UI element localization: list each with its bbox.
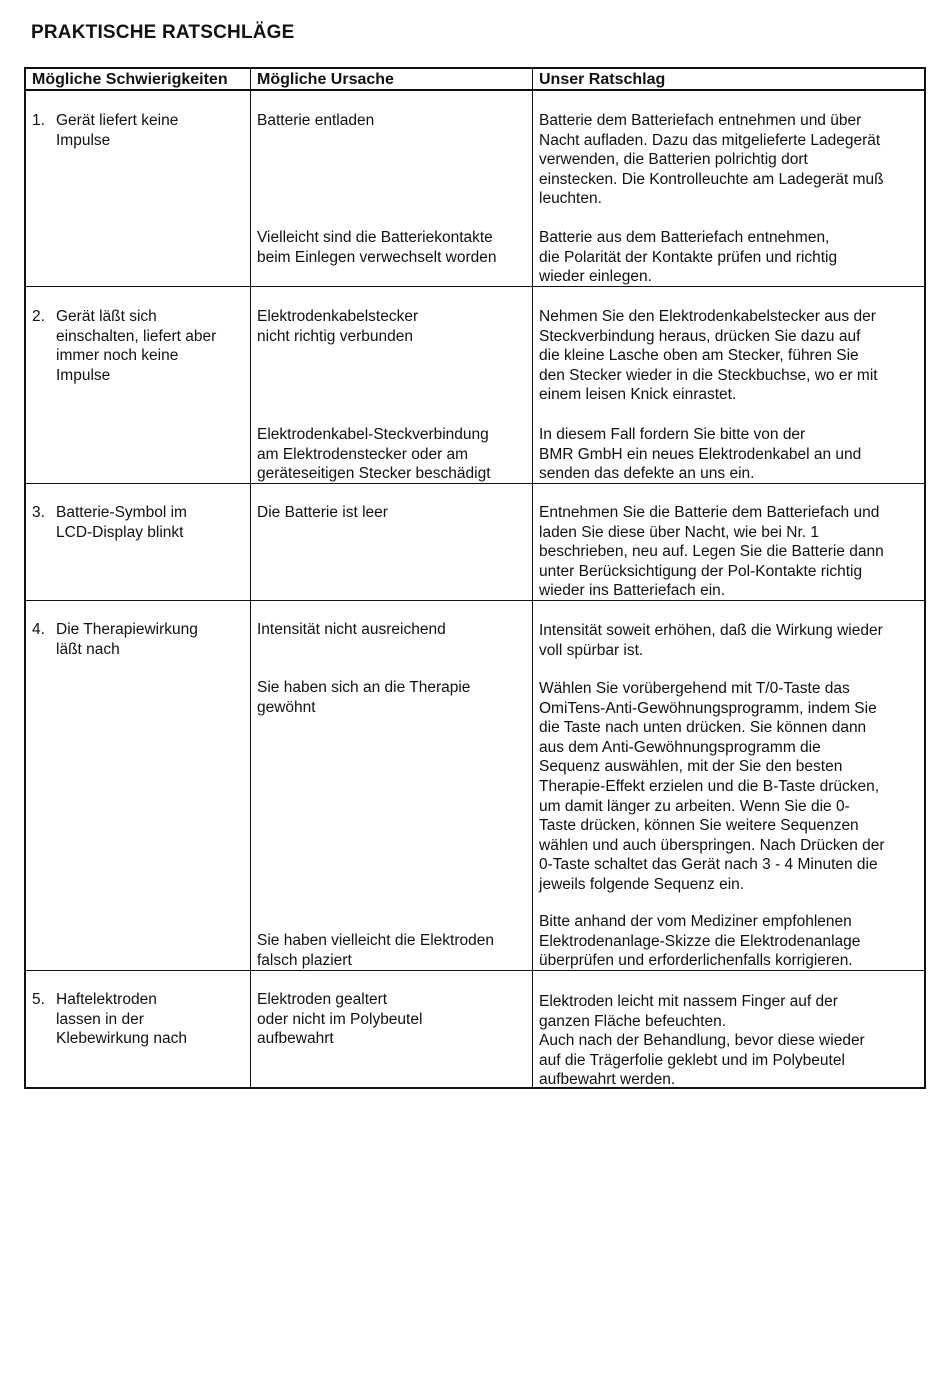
- row-divider: [26, 970, 924, 971]
- row-divider: [26, 286, 924, 287]
- cause-cell: Sie haben vielleicht die Elektroden falsch plaziert: [257, 932, 494, 969]
- problem-cell: Gerät läßt sich einschalten, liefert aber immer noch keine Impulse: [56, 308, 217, 384]
- cause-cell: Vielleicht sind die Batteriekontakte beim Einlegen verwechselt worden: [257, 229, 497, 266]
- header-advice: Unser Ratschlag: [539, 71, 666, 88]
- row-number: 2.: [32, 308, 45, 325]
- cause-cell: Elektrodenkabelstecker nicht richtig verbunden: [257, 308, 419, 345]
- cause-cell: Elektroden gealtert oder nicht im Polybeutel aufbewahrt: [257, 991, 423, 1048]
- cause-cell: Die Batterie ist leer: [257, 504, 388, 521]
- row-number: 3.: [32, 504, 45, 521]
- advice-cell: Entnehmen Sie die Batterie dem Batteriefach und laden Sie diese über Nacht, wie bei Nr. 1 beschrieben, neu auf. Legen Sie die Batterie dann unter Berücksichtigung der Pol-Kontakte richtig wieder ins Batteriefach ein.: [539, 504, 884, 600]
- problem-cell: Die Therapiewirkung läßt nach: [56, 621, 198, 658]
- header-divider: [26, 89, 924, 91]
- advice-cell: Elektroden leicht mit nassem Finger auf der ganzen Fläche befeuchten. Auch nach der Behandlung, bevor diese wieder auf die Trägerfolie geklebt und im Polybeutel aufbewahrt werden.: [539, 993, 865, 1089]
- cause-cell: Intensität nicht ausreichend: [257, 621, 446, 638]
- problem-cell: Haftelektroden lassen in der Klebewirkung nach: [56, 991, 187, 1048]
- advice-cell: Batterie dem Batteriefach entnehmen und über Nacht aufladen. Dazu das mitgelieferte Ladegerät verwenden, die Batterien polrichtig dort einstecken. Die Kontrolleuchte am Ladegerät muß leuchten.: [539, 112, 884, 208]
- row-number: 5.: [32, 991, 45, 1008]
- advice-cell: Wählen Sie vorübergehend mit T/0-Taste das OmiTens-Anti-Gewöhnungsprogramm, indem Sie die Taste nach unten drücken. Sie können dann aus dem Anti-Gewöhnungsprogramm die Sequenz auswählen, mit der Sie den besten Therapie-Effekt erzielen und die B-Taste drücken, um damit länger zu arbeiten. Wenn Sie die 0- Taste drücken, können Sie weitere Sequenzen wählen und auch überspringen. Nach Drücken der 0-Taste schaltet das Gerät nach 3 - 4 Minuten die jeweils folgende Sequenz ein.: [539, 680, 885, 893]
- advice-cell: Bitte anhand der vom Mediziner empfohlenen Elektrodenanlage-Skizze die Elektrodenanlage überprüfen und erforderlichenfalls korrigieren.: [539, 913, 861, 970]
- row-divider: [26, 600, 924, 601]
- column-divider: [250, 69, 251, 1087]
- advice-cell: Nehmen Sie den Elektrodenkabelstecker aus der Steckverbindung heraus, drücken Sie dazu auf die kleine Lasche oben am Stecker, führen Sie den Stecker wieder in die Steckbuchse, wo er mit einem leisen Knick einrastet.: [539, 308, 878, 404]
- advice-cell: Batterie aus dem Batteriefach entnehmen, die Polarität der Kontakte prüfen und richtig wieder einlegen.: [539, 229, 838, 286]
- row-number: 1.: [32, 112, 45, 129]
- advice-cell: In diesem Fall fordern Sie bitte von der BMR GmbH ein neues Elektrodenkabel an und senden das defekte an uns ein.: [539, 426, 862, 483]
- troubleshooting-table: [24, 67, 926, 1089]
- header-difficulties: Mögliche Schwierigkeiten: [32, 71, 228, 88]
- cause-cell: Sie haben sich an die Therapie gewöhnt: [257, 679, 471, 716]
- page-title: PRAKTISCHE RATSCHLÄGE: [31, 22, 295, 43]
- problem-cell: Gerät liefert keine Impulse: [56, 112, 179, 149]
- column-divider: [532, 69, 533, 1087]
- problem-cell: Batterie-Symbol im LCD-Display blinkt: [56, 504, 187, 541]
- advice-cell: Intensität soweit erhöhen, daß die Wirkung wieder voll spürbar ist.: [539, 622, 883, 659]
- row-divider: [26, 483, 924, 484]
- row-number: 4.: [32, 621, 45, 638]
- header-cause: Mögliche Ursache: [257, 71, 394, 88]
- cause-cell: Elektrodenkabel-Steckverbindung am Elektrodenstecker oder am geräteseitigen Stecker beschädigt: [257, 426, 491, 483]
- cause-cell: Batterie entladen: [257, 112, 375, 129]
